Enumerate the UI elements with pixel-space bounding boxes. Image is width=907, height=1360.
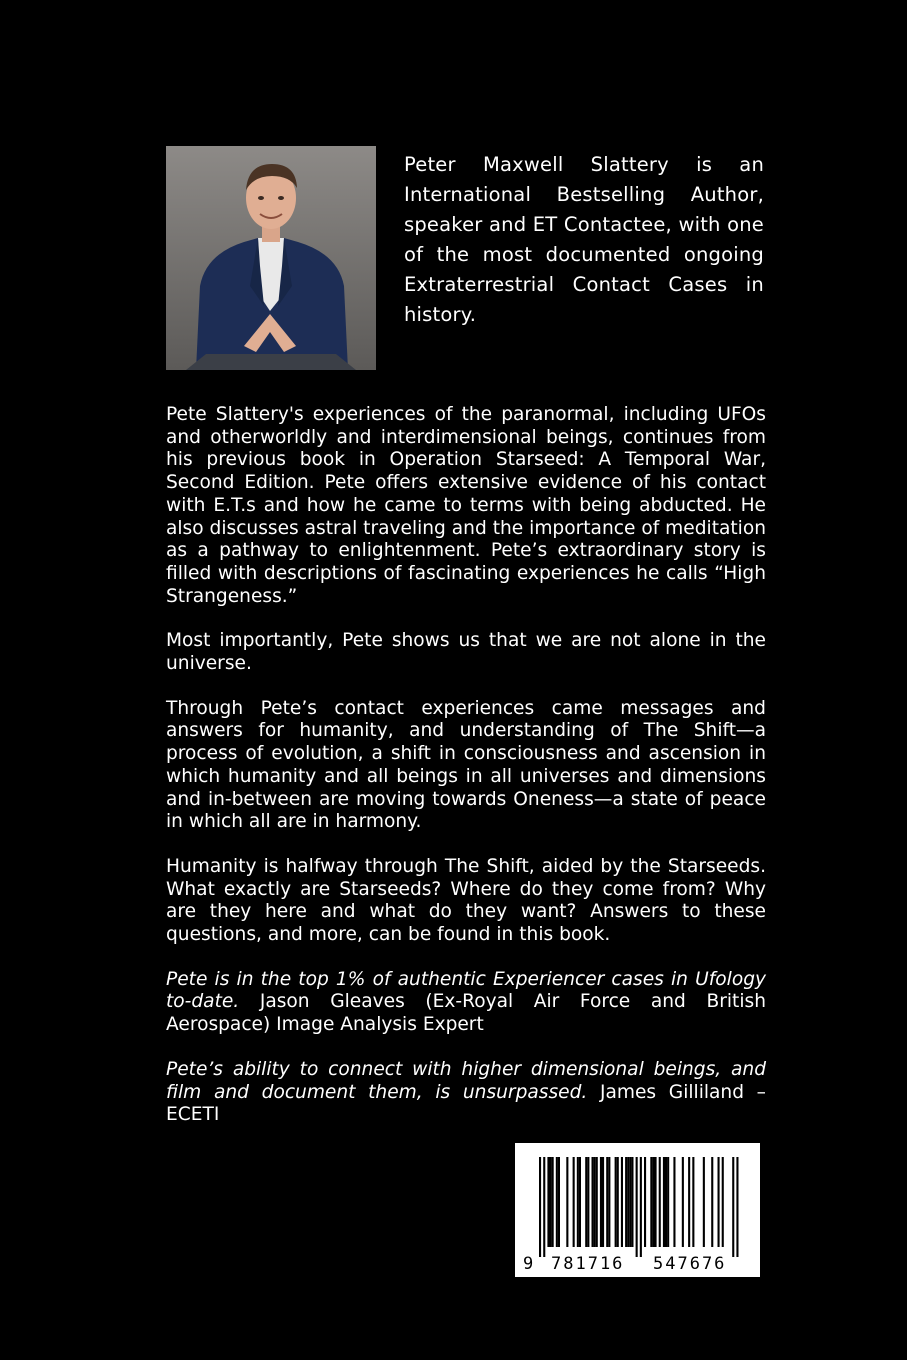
barcode-bar	[606, 1157, 608, 1247]
barcode-bar	[592, 1157, 594, 1247]
barcode-bar	[602, 1157, 604, 1247]
barcode-bar	[566, 1157, 568, 1247]
author-photo	[166, 146, 376, 370]
barcode-bar	[629, 1157, 631, 1247]
endorsement-quote	[166, 1059, 766, 1127]
barcode-left-digits: 781716	[551, 1254, 625, 1274]
isbn-barcode	[515, 1143, 760, 1277]
barcode-bar	[673, 1157, 675, 1247]
barcode-bar	[550, 1157, 552, 1247]
description-paragraph: Humanity is halfway through The Shift, aided by the Starseeds. What exactly are Starseeds? Where do they come from? Why are they here and what do they want? Answers to these questions, and more, can be found in this book.	[166, 855, 766, 946]
barcode-bar	[552, 1157, 554, 1247]
barcode-bar	[596, 1157, 598, 1247]
barcode-bar	[665, 1157, 667, 1247]
author-portrait-illustration	[166, 146, 376, 370]
barcode-bar	[558, 1157, 560, 1247]
book-description	[166, 404, 766, 1149]
barcode-bar	[539, 1157, 541, 1257]
barcode-bar	[573, 1157, 575, 1247]
barcode-bar	[615, 1157, 617, 1247]
quote-text: Pete’s ability to connect with higher dimensional beings, and film and document them, is unsurpassed.	[166, 1058, 766, 1103]
barcode-graphic	[515, 1143, 760, 1277]
quote-attribution: Jason Gleaves (Ex-Royal Air Force and British Aerospace) Image Analysis Expert	[166, 991, 766, 1036]
description-paragraph: Pete Slattery's experiences of the paranormal, including UFOs and otherworldly and interdimensional beings, continues from his previous book in Operation Starseed: A Temporal War, Second Edition. Pete offers extensive evidence of his contact with E.T.s and how he came to terms with being abducted. He also discusses astral traveling and the importance of meditation as a pathway to enlightenment. Pete’s extraordinary story is filled with descriptions of fascinating experiences he calls “High Strangeness.”	[166, 404, 766, 607]
barcode-bar	[732, 1157, 734, 1257]
barcode-bar	[627, 1157, 629, 1247]
quote-text: Pete is in the top 1% of authentic Experiencer cases in Ufology to-date.	[166, 968, 766, 1013]
barcode-lead-digit: 9	[523, 1254, 534, 1274]
barcode-bar	[543, 1157, 545, 1257]
author-intro: Peter Maxwell Slattery is an International Bestselling Author, speaker and ET Contactee, with one of the most documented ongoing Extraterrestrial Contact Cases in history.	[404, 153, 764, 326]
barcode-bar	[547, 1157, 549, 1247]
barcode-bar	[722, 1157, 724, 1247]
barcode-bar	[625, 1157, 627, 1247]
barcode-bar	[663, 1157, 665, 1247]
barcode-bar	[655, 1157, 657, 1247]
barcode-bar	[688, 1157, 690, 1247]
barcode-bar	[692, 1157, 694, 1247]
barcode-bar	[608, 1157, 610, 1247]
barcode-bar	[577, 1157, 579, 1247]
barcode-bar	[587, 1157, 589, 1247]
barcode-bar	[682, 1157, 684, 1247]
barcode-bar	[652, 1157, 654, 1247]
barcode-bar	[711, 1157, 713, 1247]
barcode-bars	[539, 1157, 739, 1257]
barcode-bar	[640, 1157, 642, 1257]
barcode-bar	[579, 1157, 581, 1247]
barcode-bar	[667, 1157, 669, 1247]
barcode-bar	[585, 1157, 587, 1247]
quote-attribution: James Gilliland – ECETI	[166, 1081, 766, 1126]
barcode-bar	[650, 1157, 652, 1247]
description-paragraph: Through Pete’s contact experiences came messages and answers for humanity, and understanding of The Shift—a process of evolution, a shift in consciousness and ascension in which humanity and all beings in all universes and dimensions and in-between are moving towards Oneness—a state of peace in which all are in harmony.	[166, 697, 766, 833]
endorsement-quote	[166, 969, 766, 1037]
barcode-bar	[621, 1157, 623, 1247]
barcode-bar	[718, 1157, 720, 1247]
barcode-bar	[617, 1157, 619, 1247]
barcode-bar	[636, 1157, 638, 1257]
barcode-bar	[659, 1157, 661, 1247]
barcode-bar	[631, 1157, 633, 1247]
barcode-bar	[703, 1157, 705, 1247]
barcode-bar	[600, 1157, 602, 1247]
barcode-bar	[556, 1157, 558, 1247]
description-paragraph: Most importantly, Pete shows us that we are not alone in the universe.	[166, 630, 766, 675]
barcode-bar	[644, 1157, 646, 1247]
barcode-right-digits: 547676	[653, 1254, 727, 1274]
barcode-bar	[594, 1157, 596, 1247]
barcode-bar	[736, 1157, 738, 1257]
